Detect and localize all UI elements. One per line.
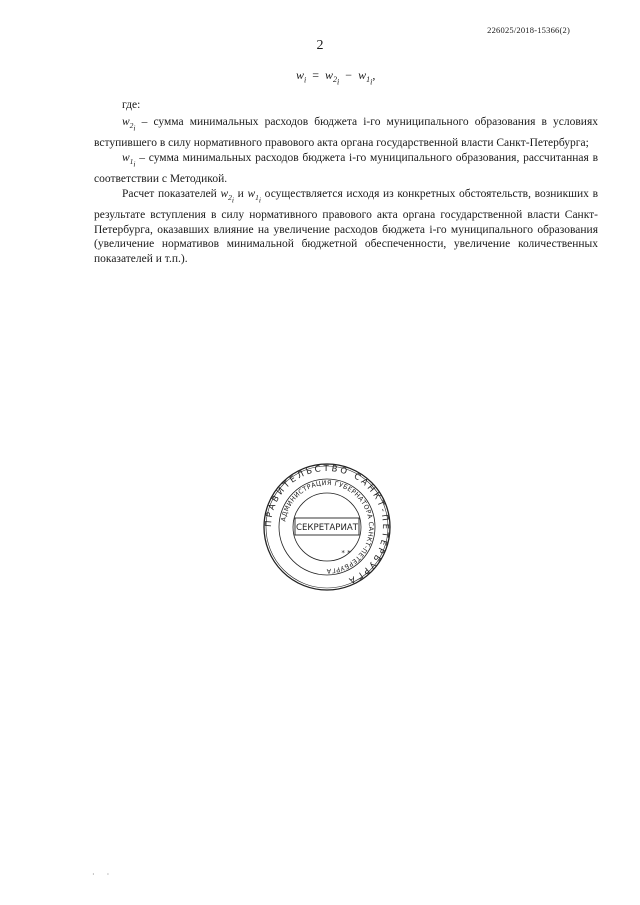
def2-text: – сумма минимальных расходов бюджета i-го муниципального образования, рассчитанная в соответствии с Методикой.: [94, 151, 598, 185]
page-number: 2: [316, 38, 324, 53]
seal-graphic: [262, 462, 392, 592]
calc-var1: $w_{2_i}$: [220, 187, 235, 205]
formula-term2-subsub: i: [370, 77, 373, 87]
definition-w1: [94, 151, 598, 187]
seal-inner-text: АДМИНИСТРАЦИЯ ГУБЕРНАТОРА САНКТ-ПЕТЕРБУРГА: [279, 478, 376, 576]
where-label: где:: [122, 99, 141, 111]
calc-part1: Расчет показателей: [122, 187, 221, 200]
formula-term2: w: [358, 68, 367, 82]
formula-term1-sub: 2: [333, 75, 338, 85]
calc-var2: $w_{1_i}$: [247, 187, 261, 205]
formula: [296, 68, 375, 87]
formula-eq: =: [312, 68, 320, 82]
definition-w2: [94, 115, 598, 151]
seal-center-text: СЕКРЕТАРИАТ: [295, 523, 359, 533]
def2-var: $w_{1_i}$: [122, 151, 136, 169]
calculation-paragraph: [94, 187, 598, 267]
formula-tail: ,: [372, 68, 376, 82]
formula-lhs: w: [296, 68, 305, 82]
formula-minus: −: [345, 68, 353, 82]
body-text: [94, 98, 598, 266]
seal-stars: * *: [341, 549, 351, 557]
formula-term2-sub: 1: [366, 75, 371, 85]
seal-outer-text: ПРАВИТЕЛЬСТВО САНКТ-ПЕТЕРБУРГА: [263, 463, 391, 587]
def1-var: $w_{2_i}$: [122, 115, 136, 133]
formula-lhs-sub: i: [304, 75, 307, 85]
def1-text: – сумма минимальных расходов бюджета i-го муниципального образования в условиях вступившего в силу нормативного правового акта органа государственной власти Санкт-Петербурга;: [94, 115, 598, 149]
formula-term1-subsub: i: [337, 77, 340, 87]
document-id: 226025/2018-15366(2): [487, 25, 570, 35]
official-seal: [262, 462, 392, 592]
calc-part2: осуществляется исходя из конкретных обстоятельств, возникших в результате вступления в силу нормативного правового акта органа государственной власти Санкт-Петербурга, оказавших влияние на увеличение расходов бюджета i-го муниципального образования (увеличение нормативов минимальной бюджетной обеспеченности, увеличение количественных показателей и т.п.).: [94, 187, 599, 265]
calc-and: и: [234, 187, 248, 200]
scan-mark: · ·: [92, 870, 110, 879]
formula-term1: w: [325, 68, 334, 82]
